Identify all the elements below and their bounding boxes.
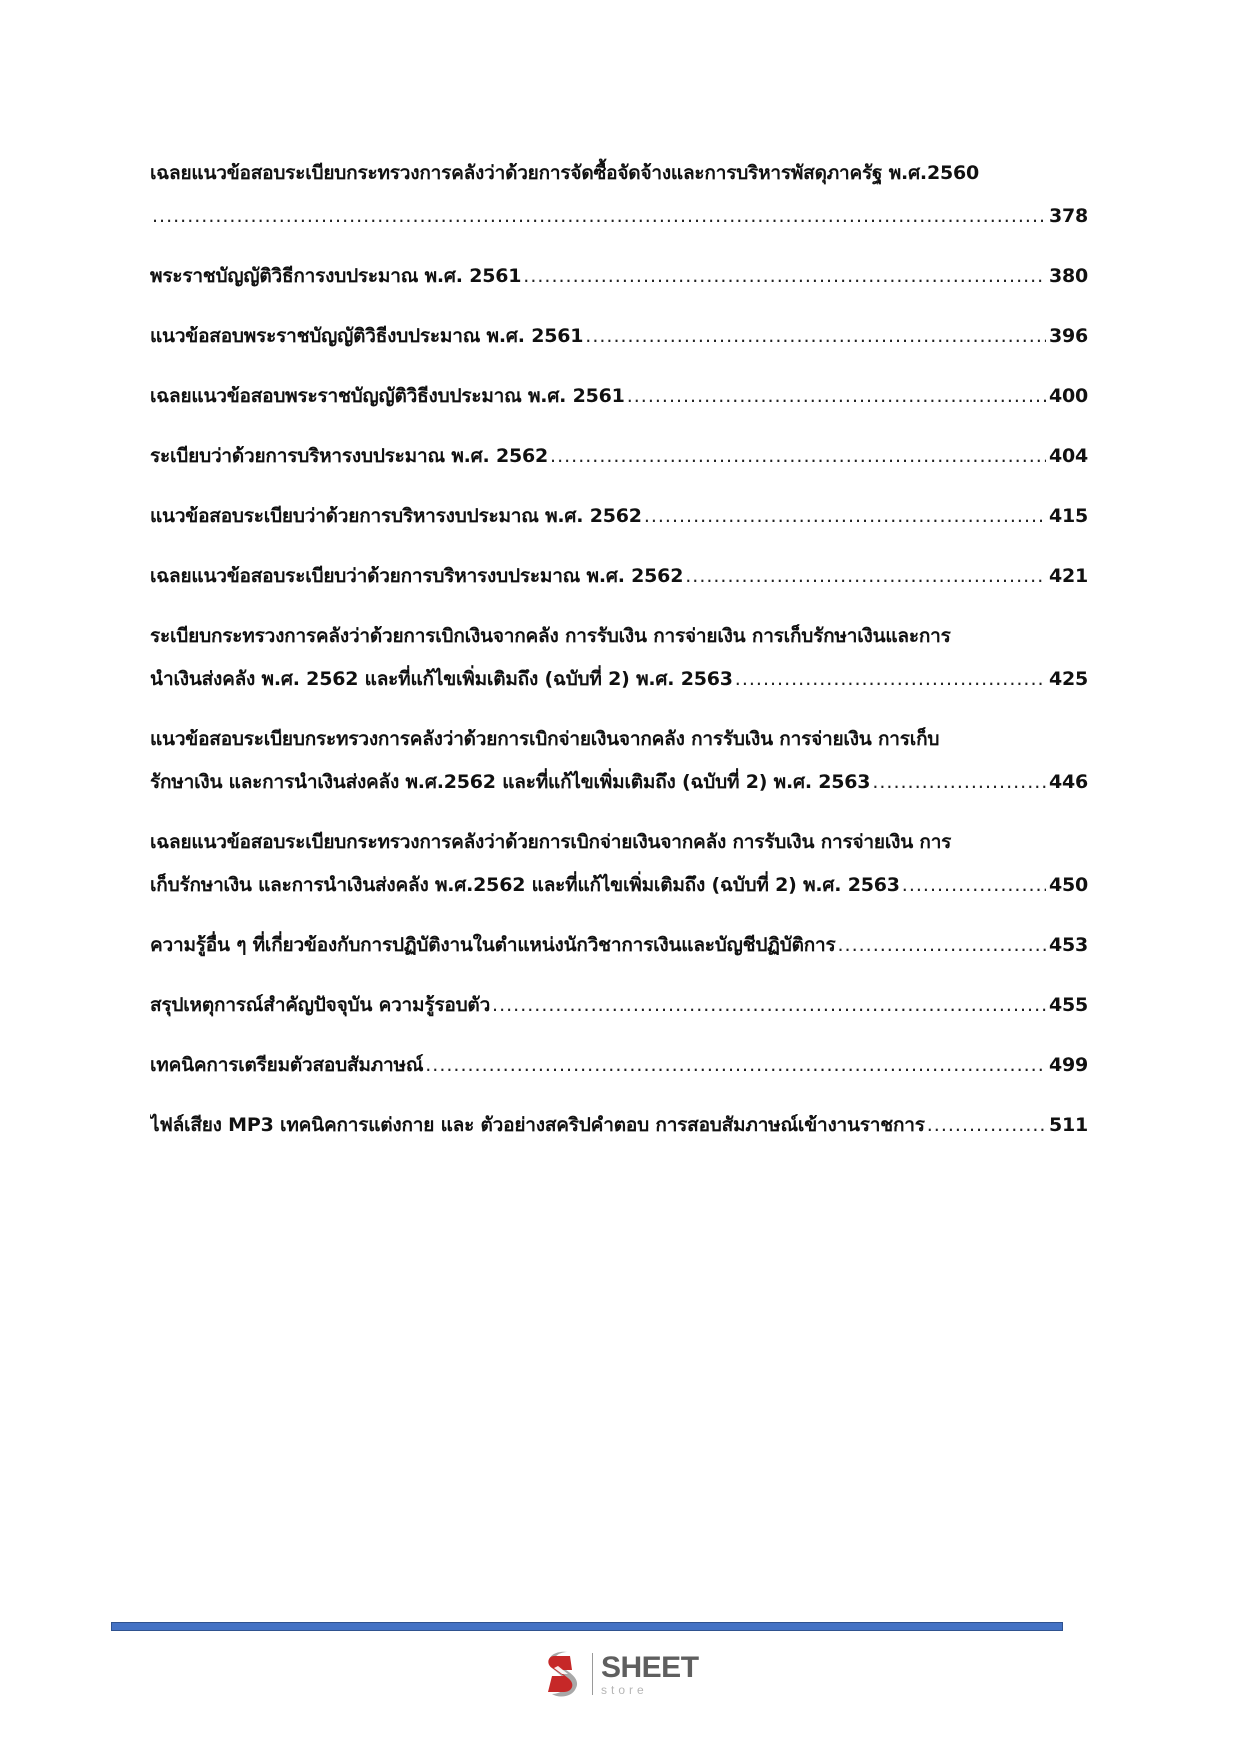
toc-entry-title: ระเบียบว่าด้วยการบริหารงบประมาณ พ.ศ. 2562 [150,445,549,467]
toc-page-number: 425 [1048,668,1088,690]
toc-entry-title: เฉลยแนวข้อสอบระเบียบกระทรวงการคลังว่าด้วยการเบิกจ่ายเงินจากคลัง การรับเงิน การจ่ายเงิน การ [150,831,952,853]
toc-entry[interactable] [150,718,1088,804]
toc-entry-title: แนวข้อสอบระเบียบกระทรวงการคลังว่าด้วยการเบิกจ่ายเงินจากคลัง การรับเงิน การจ่ายเงิน การเก็บ [150,728,940,750]
toc-entry[interactable] [150,315,1088,358]
toc-page-number: 455 [1048,994,1088,1016]
sheet-store-logo [538,1645,708,1703]
dot-leader [627,375,1046,418]
toc-entry-title: แนวข้อสอบระเบียบว่าด้วยการบริหารงบประมาณ พ.ศ. 2562 [150,505,642,527]
dot-leader [152,195,1046,238]
logo-s-icon [538,1648,586,1700]
toc-entry-title: สรุปเหตุการณ์สำคัญปัจจุบัน ความรู้รอบตัว [150,994,491,1016]
toc-page-number: 450 [1048,874,1088,896]
dot-leader [902,864,1046,907]
toc-entry[interactable] [150,375,1088,418]
toc-entry[interactable] [150,1044,1088,1087]
toc-entry[interactable] [150,152,1088,238]
dot-leader [425,1044,1046,1087]
toc-page-number: 446 [1048,771,1088,793]
toc-entry[interactable] [150,555,1088,598]
toc-entry-title: พระราชบัญญัติวิธีการงบประมาณ พ.ศ. 2561 [150,265,522,287]
toc-entry-title-cont: เก็บรักษาเงิน และการนำเงินส่งคลัง พ.ศ.2562 และที่แก้ไขเพิ่มเติมถึง (ฉบับที่ 2) พ.ศ. 2563 [150,874,900,896]
dot-leader [872,761,1046,804]
toc-page-number: 396 [1048,325,1088,347]
footer-divider [111,1622,1063,1631]
toc-entry-title: เฉลยแนวข้อสอบระเบียบว่าด้วยการบริหารงบประมาณ พ.ศ. 2562 [150,565,684,587]
toc-page-number: 400 [1048,385,1088,407]
toc-page-number: 378 [1048,205,1088,227]
logo-subtitle: store [601,1682,648,1697]
toc-page-number: 511 [1048,1114,1088,1136]
toc-page-number: 453 [1048,934,1088,956]
toc-entry-title-cont: รักษาเงิน และการนำเงินส่งคลัง พ.ศ.2562 และที่แก้ไขเพิ่มเติมถึง (ฉบับที่ 2) พ.ศ. 2563 [150,771,871,793]
toc-entry-title-cont: นำเงินส่งคลัง พ.ศ. 2562 และที่แก้ไขเพิ่มเติมถึง (ฉบับที่ 2) พ.ศ. 2563 [150,668,733,690]
logo-divider [592,1653,593,1695]
toc-entry[interactable] [150,435,1088,478]
toc-page-number: 421 [1048,565,1088,587]
toc-entry[interactable] [150,984,1088,1027]
logo-title: SHEET [601,1650,699,1684]
dot-leader [550,435,1046,478]
toc-entry[interactable] [150,255,1088,298]
toc-entry-title: ไฟล์เสียง MP3 เทคนิคการแต่งกาย และ ตัวอย่างสคริปคำตอบ การสอบสัมภาษณ์เข้างานราชการ [150,1114,925,1136]
toc-page-number: 499 [1048,1054,1088,1076]
dot-leader [685,555,1046,598]
toc-entry-title: แนวข้อสอบพระราชบัญญัติวิธีงบประมาณ พ.ศ. 2561 [150,325,584,347]
toc-entry-title: ความรู้อื่น ๆ ที่เกี่ยวข้องกับการปฏิบัติงานในตำแหน่งนักวิชาการเงินและบัญชีปฏิบัติการ [150,934,836,956]
toc-entry[interactable] [150,615,1088,701]
dot-leader [735,658,1046,701]
toc-entry[interactable] [150,495,1088,538]
toc-page-number: 415 [1048,505,1088,527]
toc-entry[interactable] [150,1104,1088,1147]
toc-page-number: 404 [1048,445,1088,467]
dot-leader [492,984,1046,1027]
dot-leader [523,255,1046,298]
dot-leader [927,1104,1046,1147]
table-of-contents [150,152,1088,1164]
dot-leader [585,315,1046,358]
toc-entry[interactable] [150,924,1088,967]
toc-entry-title: เฉลยแนวข้อสอบพระราชบัญญัติวิธีงบประมาณ พ.ศ. 2561 [150,385,625,407]
toc-page-number: 380 [1048,265,1088,287]
toc-entry-title: เฉลยแนวข้อสอบระเบียบกระทรวงการคลังว่าด้วยการจัดซื้อจัดจ้างและการบริหารพัสดุภาครัฐ พ.ศ.2560 [150,162,980,184]
dot-leader [838,924,1046,967]
toc-entry-title: เทคนิคการเตรียมตัวสอบสัมภาษณ์ [150,1054,424,1076]
dot-leader [644,495,1046,538]
toc-entry-title: ระเบียบกระทรวงการคลังว่าด้วยการเบิกเงินจากคลัง การรับเงิน การจ่ายเงิน การเก็บรักษาเงินและการ [150,625,951,647]
toc-entry[interactable] [150,821,1088,907]
